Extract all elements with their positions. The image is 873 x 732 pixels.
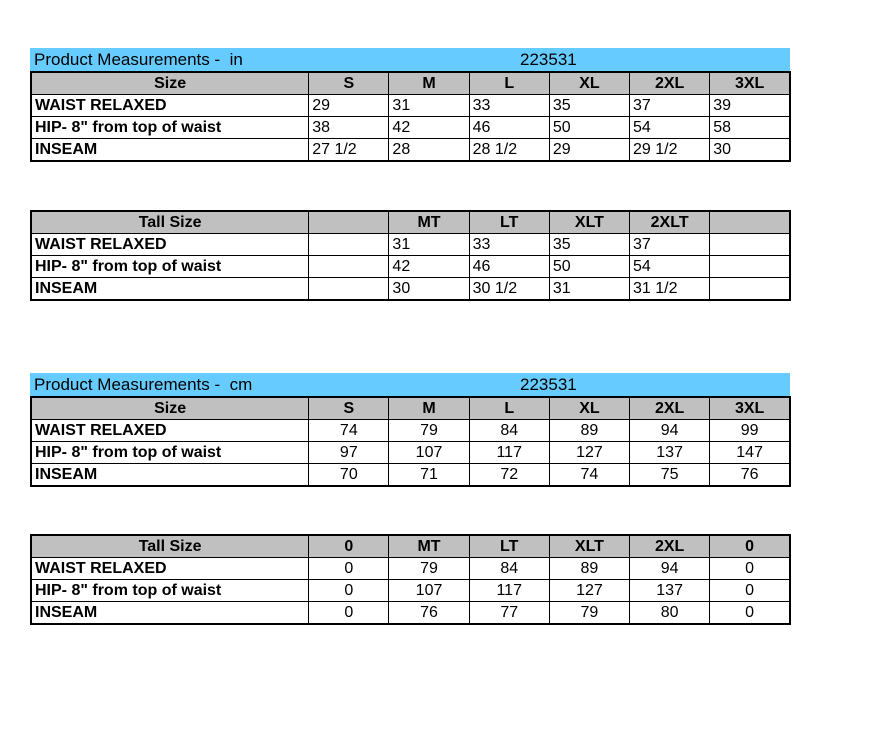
header-cell: 0 (710, 535, 790, 558)
table-cell: 54 (630, 117, 710, 139)
table-cell: 0 (710, 580, 790, 602)
table-cell: 42 (389, 117, 469, 139)
measurements-table-cm-regular (30, 396, 791, 487)
table-cell: 37 (630, 95, 710, 117)
table-row (31, 464, 790, 487)
table-cell: 38 (309, 117, 389, 139)
row-label: WAIST RELAXED (31, 95, 309, 117)
table-cell: 75 (630, 464, 710, 487)
table-cell: 0 (710, 602, 790, 625)
table-cell: 0 (309, 580, 389, 602)
table-cell (309, 256, 389, 278)
header-cell: L (469, 72, 549, 95)
row-label: HIP- 8" from top of waist (31, 442, 309, 464)
table-cell: 79 (389, 558, 469, 580)
row-label: HIP- 8" from top of waist (31, 580, 309, 602)
table-cell: 0 (309, 558, 389, 580)
row-label: WAIST RELAXED (31, 420, 309, 442)
table-cell: 30 (710, 139, 790, 162)
table-row (31, 580, 790, 602)
table-cell: 137 (630, 442, 710, 464)
header-cell (309, 211, 389, 234)
header-cell: 0 (309, 535, 389, 558)
header-cell: Tall Size (31, 211, 309, 234)
table-cell: 28 (389, 139, 469, 162)
header-cell: XLT (549, 211, 629, 234)
table-cell: 127 (549, 580, 629, 602)
table-row (31, 442, 790, 464)
table-cell: 74 (549, 464, 629, 487)
table-cell: 29 1/2 (630, 139, 710, 162)
section-title: Product Measurements - cm (34, 375, 253, 394)
measurements-table-cm-tall (30, 534, 791, 625)
table-cell: 39 (710, 95, 790, 117)
table-cell: 54 (630, 256, 710, 278)
header-cell: 3XL (710, 397, 790, 420)
row-label: INSEAM (31, 278, 309, 301)
header-cell: M (389, 397, 469, 420)
section-title-bar-cm (30, 373, 790, 396)
table-cell: 94 (630, 558, 710, 580)
table-cell: 58 (710, 117, 790, 139)
measurements-table-in-regular (30, 71, 791, 162)
table-header-row (31, 72, 790, 95)
header-cell: Tall Size (31, 535, 309, 558)
row-label: INSEAM (31, 139, 309, 162)
table-cell: 31 (389, 234, 469, 256)
table-header-row (31, 211, 790, 234)
header-cell: Size (31, 397, 309, 420)
table-cell: 46 (469, 256, 549, 278)
table-cell: 37 (630, 234, 710, 256)
row-label: HIP- 8" from top of waist (31, 256, 309, 278)
table-cell (309, 278, 389, 301)
header-cell: XLT (549, 535, 629, 558)
row-label: WAIST RELAXED (31, 558, 309, 580)
table-cell: 35 (549, 234, 629, 256)
table-cell: 97 (309, 442, 389, 464)
table-row (31, 117, 790, 139)
table-row (31, 234, 790, 256)
table-cell: 31 1/2 (630, 278, 710, 301)
table-cell: 70 (309, 464, 389, 487)
table-row (31, 558, 790, 580)
header-cell: 3XL (710, 72, 790, 95)
header-cell: 2XL (630, 535, 710, 558)
table-cell: 30 1/2 (469, 278, 549, 301)
section-title-bar-in (30, 48, 790, 71)
table-cell: 0 (309, 602, 389, 625)
header-cell: 2XLT (630, 211, 710, 234)
table-cell: 84 (469, 420, 549, 442)
row-label: HIP- 8" from top of waist (31, 117, 309, 139)
header-cell: XL (549, 397, 629, 420)
table-cell: 99 (710, 420, 790, 442)
table-cell: 35 (549, 95, 629, 117)
product-code: 223531 (520, 375, 577, 394)
table-row (31, 256, 790, 278)
table-cell: 74 (309, 420, 389, 442)
table-row (31, 420, 790, 442)
table-cell (710, 234, 790, 256)
table-cell: 29 (549, 139, 629, 162)
section-title: Product Measurements - in (34, 50, 243, 69)
table-cell: 80 (630, 602, 710, 625)
table-cell: 137 (630, 580, 710, 602)
header-cell (710, 211, 790, 234)
row-label: INSEAM (31, 464, 309, 487)
header-cell: S (309, 397, 389, 420)
header-cell: L (469, 397, 549, 420)
table-cell: 42 (389, 256, 469, 278)
table-cell: 30 (389, 278, 469, 301)
table-row (31, 95, 790, 117)
table-cell: 147 (710, 442, 790, 464)
table-cell: 50 (549, 256, 629, 278)
table-cell: 84 (469, 558, 549, 580)
header-cell: M (389, 72, 469, 95)
measurements-table-in-tall (30, 210, 791, 301)
header-cell: XL (549, 72, 629, 95)
table-cell: 76 (710, 464, 790, 487)
table-cell: 31 (389, 95, 469, 117)
table-cell: 31 (549, 278, 629, 301)
table-row (31, 602, 790, 625)
header-cell: 2XL (630, 397, 710, 420)
header-cell: LT (469, 211, 549, 234)
table-cell: 33 (469, 95, 549, 117)
table-cell (309, 234, 389, 256)
product-code: 223531 (520, 50, 577, 69)
table-cell (710, 256, 790, 278)
table-cell: 94 (630, 420, 710, 442)
table-cell: 28 1/2 (469, 139, 549, 162)
table-cell: 33 (469, 234, 549, 256)
header-cell: MT (389, 535, 469, 558)
table-cell (710, 278, 790, 301)
table-cell: 27 1/2 (309, 139, 389, 162)
header-cell: Size (31, 72, 309, 95)
table-row (31, 139, 790, 162)
table-cell: 107 (389, 580, 469, 602)
header-cell: LT (469, 535, 549, 558)
table-cell: 127 (549, 442, 629, 464)
table-cell: 79 (549, 602, 629, 625)
row-label: INSEAM (31, 602, 309, 625)
table-cell: 89 (549, 558, 629, 580)
table-cell: 76 (389, 602, 469, 625)
table-cell: 29 (309, 95, 389, 117)
table-cell: 0 (710, 558, 790, 580)
table-cell: 46 (469, 117, 549, 139)
table-cell: 79 (389, 420, 469, 442)
table-cell: 117 (469, 580, 549, 602)
header-cell: 2XL (630, 72, 710, 95)
header-cell: S (309, 72, 389, 95)
table-cell: 107 (389, 442, 469, 464)
table-cell: 50 (549, 117, 629, 139)
table-cell: 71 (389, 464, 469, 487)
table-cell: 117 (469, 442, 549, 464)
table-cell: 89 (549, 420, 629, 442)
table-header-row (31, 535, 790, 558)
table-header-row (31, 397, 790, 420)
row-label: WAIST RELAXED (31, 234, 309, 256)
table-cell: 72 (469, 464, 549, 487)
table-cell: 77 (469, 602, 549, 625)
header-cell: MT (389, 211, 469, 234)
table-row (31, 278, 790, 301)
